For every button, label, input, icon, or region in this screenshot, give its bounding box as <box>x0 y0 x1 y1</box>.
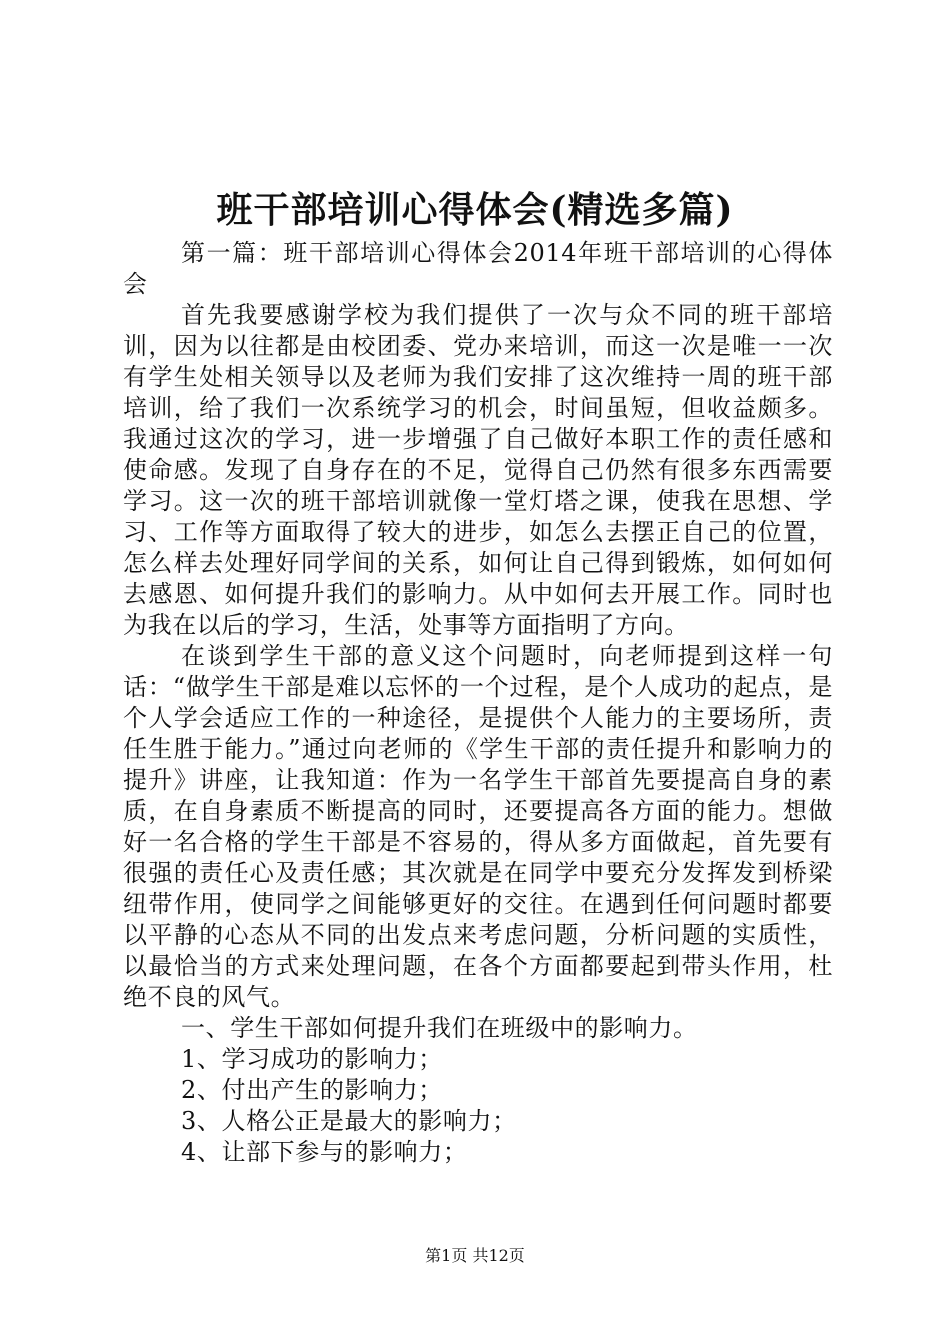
list-item: 4、让部下参与的影响力； <box>181 1138 468 1166</box>
document-title: 班干部培训心得体会(精选多篇) <box>216 189 734 231</box>
list-item: 3、人格公正是最大的影响力； <box>181 1107 517 1135</box>
document-body <box>123 238 833 1168</box>
paragraph-section-heading: 第一篇：班干部培训心得体会2014年班干部培训的心得体会 <box>123 239 833 298</box>
paragraph-subheading: 一、学生干部如何提升我们在班级中的影响力。 <box>181 1014 698 1042</box>
paragraph-intro: 首先我要感谢学校为我们提供了一次与众不同的班干部培训，因为以往都是由校团委、党办来培训，而这一次是唯一一次有学生处相关领导以及老师为我们安排了这次维持一周的班干部培训，给了我们一次系统学习的机会，时间虽短，但收益颇多。我通过这次的学习，进一步增强了自己做好本职工作的责任感和使命感。发现了自身存在的不足，觉得自己仍然有很多东西需要学习。这一次的班干部培训就像一堂灯塔之课，使我在思想、学习、工作等方面取得了较大的进步，如怎么去摆正自己的位置，怎么样去处理好同学间的关系，如何让自己得到锻炼，如何如何去感恩、如何提升我们的影响力。从中如何去开展工作。同时也为我在以后的学习，生活，处事等方面指明了方向。 <box>123 301 833 639</box>
page-number-footer: 第1页 共12页 <box>425 1246 525 1265</box>
list-item: 2、付出产生的影响力； <box>181 1076 443 1104</box>
paragraph-discussion: 在谈到学生干部的意义这个问题时，向老师提到这样一句话：“做学生干部是难以忘怀的一个过程，是个人成功的起点，是个人学会适应工作的一种途径，是提供个人能力的主要场所，责任生胜于能力。”通过向老师的《学生干部的责任提升和影响力的提升》讲座，让我知道：作为一名学生干部首先要提高自身的素质，在自身素质不断提高的同时，还要提高各方面的能力。想做好一名合格的学生干部是不容易的，得从多方面做起，首先要有很强的责任心及责任感；其次就是在同学中要充分发挥发到桥梁纽带作用，使同学之间能够更好的交往。在遇到任何问题时都要以平静的心态从不同的出发点来考虑问题，分析问题的实质性，以最恰当的方式来处理问题，在各个方面都要起到带头作用，杜绝不良的风气。 <box>123 642 833 1011</box>
list-item: 1、学习成功的影响力； <box>181 1045 443 1073</box>
